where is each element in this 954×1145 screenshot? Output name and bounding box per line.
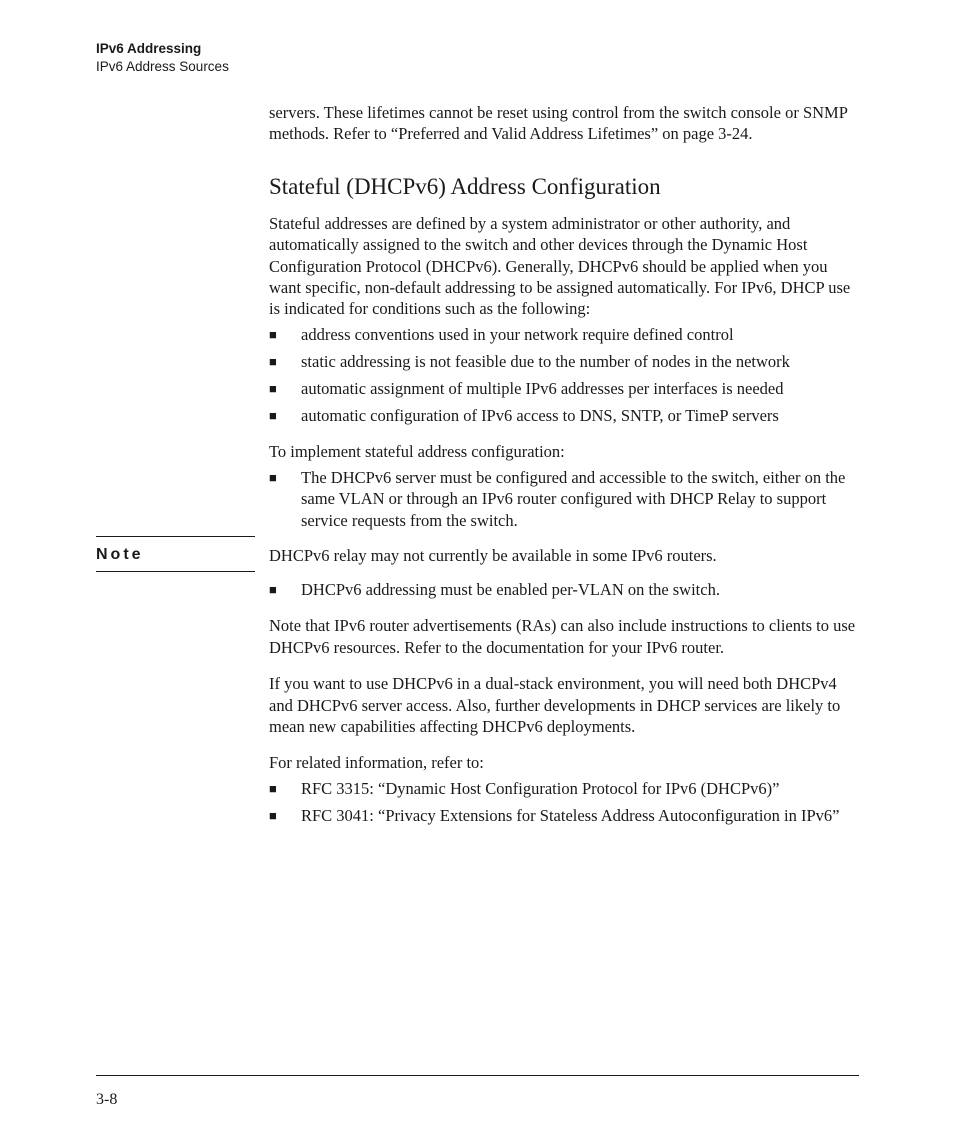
bullet-icon: ■ bbox=[269, 353, 277, 369]
main-content bbox=[96, 102, 861, 832]
note-text: DHCPv6 relay may not currently be available in some IPv6 routers. bbox=[269, 546, 717, 566]
list-item-text: address conventions used in your network require defined control bbox=[301, 324, 734, 344]
bullet-icon: ■ bbox=[269, 780, 277, 796]
bullet-icon: ■ bbox=[269, 469, 277, 485]
implement-intro: To implement stateful address configuration: bbox=[269, 442, 565, 462]
list-item-text: DHCPv6 addressing must be enabled per-VLAN on the switch. bbox=[301, 579, 720, 599]
paragraph-dual-stack: If you want to use DHCPv6 in a dual-stack environment, you will need both DHCPv4 and DHCPv6 server access. Also, further developments in DHCP services are likely to mean new capabilities affecting DHCPv6 deployments. bbox=[269, 674, 841, 737]
bullet-icon: ■ bbox=[269, 807, 277, 823]
related-list bbox=[269, 778, 861, 826]
list-item-text: The DHCPv6 server must be configured and accessible to the switch, either on the same VLAN or through an IPv6 router configured with DHCP Relay to support service requests from the switch. bbox=[301, 467, 846, 530]
list-item-text: RFC 3315: “Dynamic Host Configuration Protocol for IPv6 (DHCPv6)” bbox=[301, 778, 780, 798]
bullet-icon: ■ bbox=[269, 407, 277, 423]
note-label: Note bbox=[96, 546, 144, 564]
list-item bbox=[269, 378, 861, 399]
running-header bbox=[96, 40, 229, 76]
paragraph-stateful-description: Stateful addresses are defined by a system administrator or other authority, and automatically assigned to the switch and other devices through the Dynamic Host Configuration Protocol (DHCPv6). Generally, DHCPv6 should be applied when you want specific, non-default addressing to be assigned automatically. For IPv6, DHCP use is indicated for conditions such as the following: bbox=[269, 213, 851, 319]
conditions-list bbox=[269, 324, 861, 426]
bullet-icon: ■ bbox=[269, 326, 277, 342]
list-item bbox=[269, 805, 861, 826]
header-chapter-title: IPv6 Addressing bbox=[96, 41, 202, 56]
list-item bbox=[269, 579, 861, 600]
bullet-icon: ■ bbox=[269, 380, 277, 396]
list-item-text: automatic assignment of multiple IPv6 addresses per interfaces is needed bbox=[301, 378, 784, 398]
list-item-text: static addressing is not feasible due to the number of nodes in the network bbox=[301, 351, 790, 371]
intro-paragraph: servers. These lifetimes cannot be reset using control from the switch console or SNMP methods. Refer to “Preferred and Valid Address Lifetimes” on page 3-24. bbox=[269, 103, 848, 144]
header-section-title: IPv6 Address Sources bbox=[96, 59, 229, 74]
note-callout bbox=[96, 545, 861, 566]
list-item bbox=[269, 351, 861, 372]
list-item bbox=[269, 467, 861, 531]
note-label-box bbox=[96, 536, 255, 572]
section-heading: Stateful (DHCPv6) Address Configuration bbox=[269, 173, 661, 199]
list-item-text: automatic configuration of IPv6 access to DNS, SNTP, or TimeP servers bbox=[301, 405, 779, 425]
list-item bbox=[269, 778, 861, 799]
related-intro: For related information, refer to: bbox=[269, 753, 484, 773]
page-number: 3-8 bbox=[96, 1091, 118, 1108]
paragraph-router-advertisements: Note that IPv6 router advertisements (RAs) can also include instructions to clients to use DHCPv6 resources. Refer to the documentation for your IPv6 router. bbox=[269, 616, 856, 657]
footer-divider bbox=[96, 1075, 859, 1076]
implement-list bbox=[269, 467, 861, 531]
list-item-text: RFC 3041: “Privacy Extensions for Stateless Address Autoconfiguration in IPv6” bbox=[301, 805, 840, 825]
bullet-icon: ■ bbox=[269, 581, 277, 597]
list-item bbox=[269, 324, 861, 345]
post-note-list bbox=[269, 579, 861, 600]
list-item bbox=[269, 405, 861, 426]
